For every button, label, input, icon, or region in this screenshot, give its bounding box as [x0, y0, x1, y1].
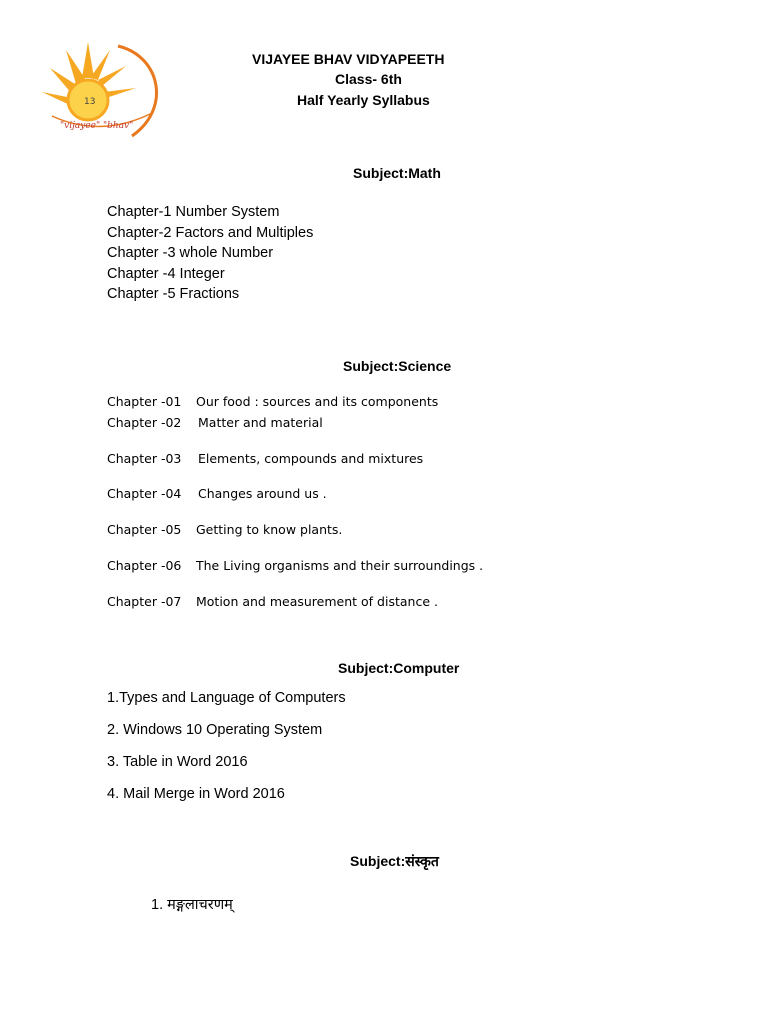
- list-item: [107, 594, 438, 609]
- chapter-title: Motion and measurement of distance .: [196, 594, 438, 609]
- list-item: [107, 486, 327, 501]
- logo-badge: 13: [84, 97, 96, 107]
- list-item: [107, 558, 483, 573]
- school-name: VIJAYEE BHAV VIDYAPEETH: [252, 51, 445, 67]
- chapter-title: Elements, compounds and mixtures: [198, 451, 424, 466]
- list-item: Chapter-2 Factors and Multiples: [107, 224, 314, 241]
- sanskrit-heading: Subject:संस्कृत: [350, 853, 439, 869]
- list-item: [107, 415, 323, 430]
- list-item: [107, 522, 342, 537]
- list-item: Chapter-1 Number System: [107, 204, 280, 220]
- class-label: Class- 6th: [335, 71, 402, 87]
- math-chapter-list: [107, 202, 313, 305]
- list-item: Chapter -3 whole Number: [107, 245, 274, 262]
- list-item: 2. Windows 10 Operating System: [107, 722, 323, 738]
- logo-caption: "vijayee" "bhav": [60, 121, 134, 131]
- chapter-title: The Living organisms and their surroundings .: [196, 558, 484, 573]
- chapter-title: Changes around us .: [198, 486, 327, 501]
- chapter-number: Chapter -05: [107, 522, 182, 537]
- list-item: 4. Mail Merge in Word 2016: [107, 786, 285, 802]
- science-heading: Subject:Science: [343, 358, 452, 374]
- chapter-number: Chapter -07: [107, 594, 182, 609]
- sun-logo-icon: [40, 38, 170, 146]
- chapter-title: Our food : sources and its components: [196, 394, 439, 409]
- chapter-number: Chapter -02: [107, 415, 182, 430]
- math-heading: Subject:Math: [353, 165, 441, 181]
- chapter-number: Chapter -06: [107, 558, 182, 573]
- chapter-title: Matter and material: [198, 415, 323, 430]
- chapter-title: Getting to know plants.: [196, 522, 343, 537]
- list-item: 3. Table in Word 2016: [107, 754, 248, 770]
- list-item: Chapter -4 Integer: [107, 265, 225, 282]
- chapter-number: Chapter -01: [107, 394, 182, 409]
- exam-title: Half Yearly Syllabus: [297, 92, 430, 108]
- list-item: [107, 451, 423, 466]
- chapter-number: Chapter -03: [107, 451, 182, 466]
- school-logo: [40, 38, 170, 146]
- computer-heading: Subject:Computer: [338, 660, 460, 676]
- list-item: [107, 394, 438, 409]
- list-item: 1. मङ्गलाचरणम्: [151, 897, 233, 913]
- chapter-number: Chapter -04: [107, 486, 182, 501]
- list-item: Chapter -5 Fractions: [107, 286, 240, 303]
- list-item: 1.Types and Language of Computers: [107, 690, 346, 706]
